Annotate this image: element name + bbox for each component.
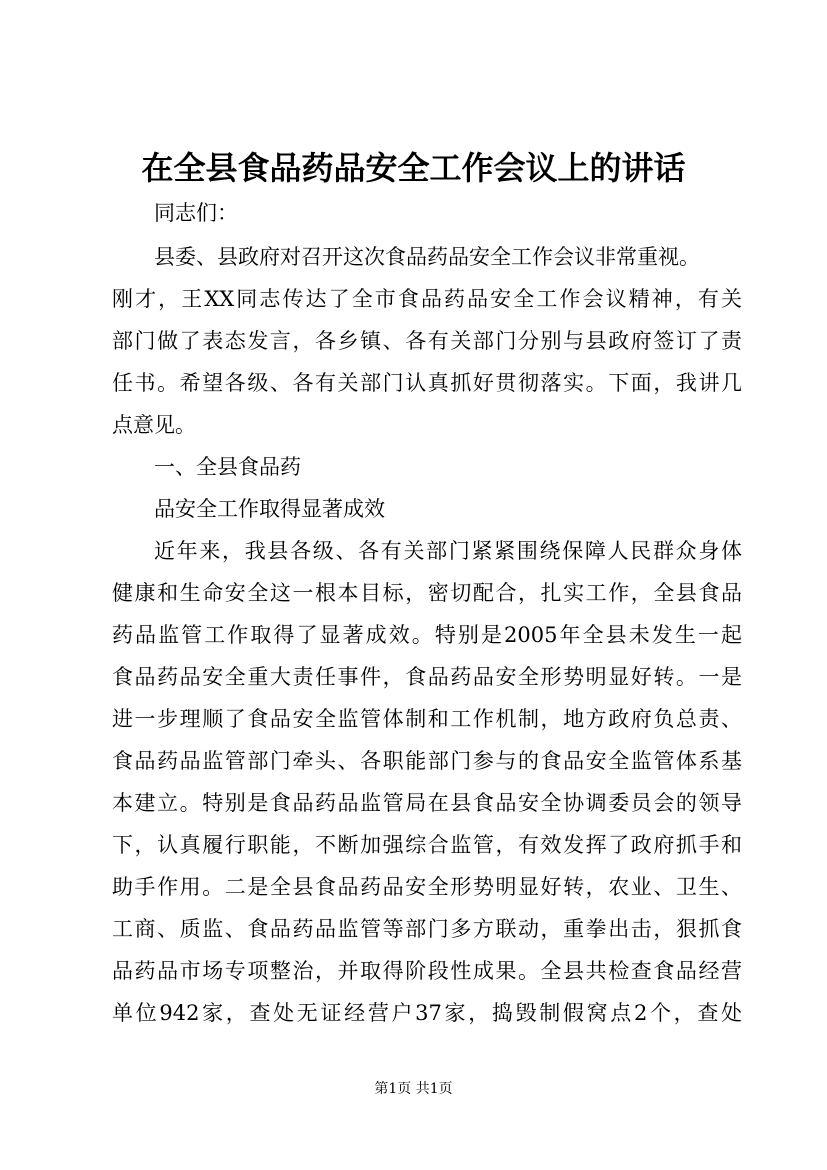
paragraph-line: 近年来，我县各级、各有关部门紧紧围绕保障人民群众身体 bbox=[154, 539, 742, 563]
paragraph-line: 食品药品安全重大责任事件，食品药品安全形势明显好转。一是 bbox=[112, 665, 742, 689]
paragraph-line: 助手作用。二是全县食品药品安全形势明显好转，农业、卫生、 bbox=[112, 875, 742, 899]
salutation: 同志们： bbox=[154, 201, 238, 225]
paragraph-line: 单位942家，查处无证经营户37家，捣毁制假窝点2个，查处 bbox=[112, 1001, 742, 1025]
paragraph-line: 任书。希望各级、各有关部门认真抓好贯彻落实。下面，我讲几 bbox=[112, 371, 742, 395]
paragraph-line: 刚才，王XX同志传达了全市食品药品安全工作会议精神，有关 bbox=[112, 287, 742, 311]
paragraph-line: 点意见。 bbox=[112, 413, 196, 437]
section-heading: 品安全工作取得显著成效 bbox=[154, 497, 385, 521]
paragraph-line: 下，认真履行职能，不断加强综合监管，有效发挥了政府抓手和 bbox=[112, 833, 742, 857]
paragraph-line: 健康和生命安全这一根本目标，密切配合，扎实工作，全县食品 bbox=[112, 581, 742, 605]
paragraph-line: 县委、县政府对召开这次食品药品安全工作会议非常重视。 bbox=[154, 245, 700, 269]
paragraph-line: 食品药品监管部门牵头、各职能部门参与的食品安全监管体系基 bbox=[112, 749, 742, 773]
paragraph-line: 工商、质监、食品药品监管等部门多方联动，重拳出击，狠抓食 bbox=[112, 917, 742, 941]
section-heading: 一、全县食品药 bbox=[154, 455, 301, 479]
paragraph-line: 药品监管工作取得了显著成效。特别是2005年全县未发生一起 bbox=[112, 623, 742, 647]
paragraph-line: 进一步理顺了食品安全监管体制和工作机制，地方政府负总责、 bbox=[112, 707, 742, 731]
document-title: 在全县食品药品安全工作会议上的讲话 bbox=[141, 149, 686, 187]
paragraph-line: 部门做了表态发言，各乡镇、各有关部门分别与县政府签订了责 bbox=[112, 329, 742, 353]
paragraph-line: 本建立。特别是食品药品监管局在县食品安全协调委员会的领导 bbox=[112, 791, 742, 815]
page-footer: 第1页 共1页 bbox=[374, 1081, 453, 1097]
paragraph-line: 品药品市场专项整治，并取得阶段性成果。全县共检查食品经营 bbox=[112, 959, 742, 983]
